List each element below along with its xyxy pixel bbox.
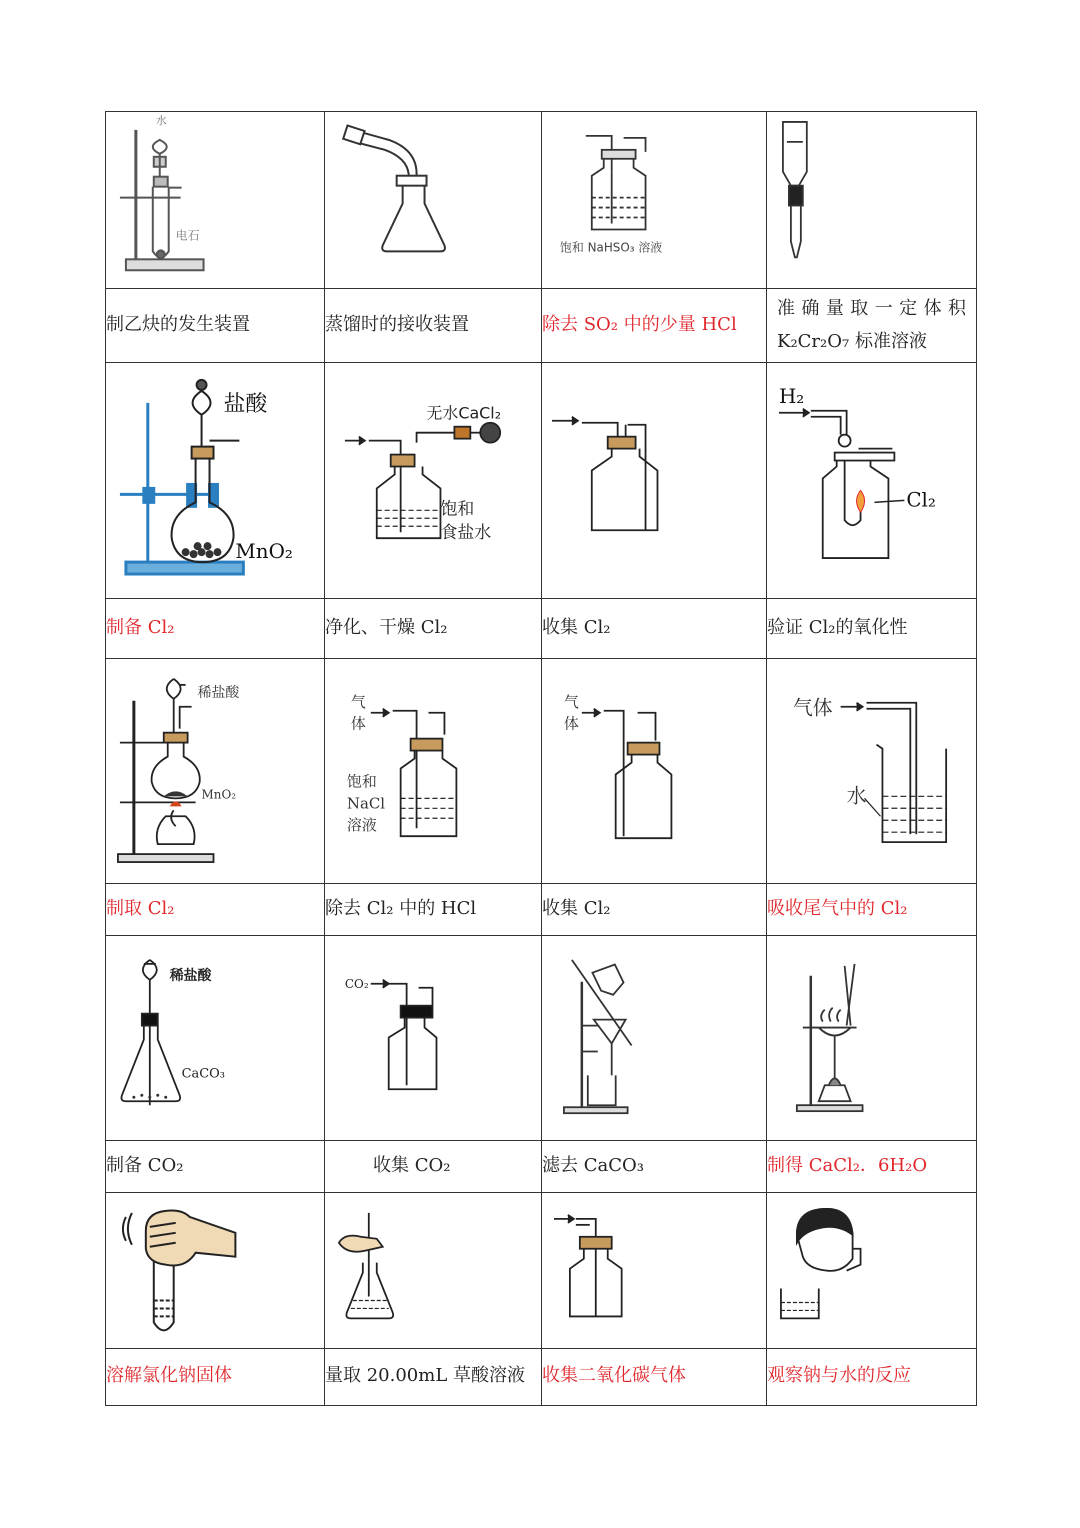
caption-text: 溶解氯化钠固体 bbox=[106, 1365, 232, 1387]
caption-text: 除去 SO₂ 中的少量 HCl bbox=[542, 314, 737, 336]
table-row bbox=[106, 936, 977, 1141]
co2-gas-collection-diagram bbox=[542, 1193, 766, 1347]
image-cl2-heated-preparation bbox=[106, 659, 325, 884]
caption-cell bbox=[106, 599, 325, 659]
caption-cell bbox=[325, 1348, 542, 1405]
image-co2-preparation bbox=[106, 936, 325, 1141]
caption-cell bbox=[325, 599, 542, 659]
caption-cell bbox=[767, 289, 977, 363]
caption-cell bbox=[106, 1348, 325, 1405]
caption-text: 制乙炔的发生装置 bbox=[106, 314, 250, 336]
caption-cell bbox=[767, 884, 977, 936]
caption-cell bbox=[325, 884, 542, 936]
acetylene-generator-diagram bbox=[106, 112, 324, 288]
table-row bbox=[106, 659, 977, 884]
dissolving-nacl-diagram bbox=[106, 1193, 324, 1347]
table-row bbox=[106, 363, 977, 599]
image-cl2-collection-2 bbox=[542, 659, 767, 884]
caption-cell bbox=[767, 1141, 977, 1193]
table-row bbox=[106, 1141, 977, 1193]
label-dilute-hcl: 稀盐酸 bbox=[197, 685, 240, 702]
image-pipette-oxalic-acid bbox=[325, 1193, 542, 1348]
caption-cell bbox=[106, 289, 325, 363]
cl2-preparation-diagram bbox=[106, 363, 324, 598]
caption-text: 除去 Cl₂ 中的 HCl bbox=[325, 898, 477, 920]
image-distillation-receiver bbox=[325, 112, 542, 289]
image-acetylene-generator bbox=[106, 112, 325, 289]
evaporation-diagram bbox=[767, 936, 976, 1140]
label-solution: 溶液 bbox=[346, 816, 377, 835]
label-co2: CO₂ bbox=[344, 976, 369, 991]
image-filtration bbox=[542, 936, 767, 1141]
table-row bbox=[106, 112, 977, 289]
co2-collection-diagram bbox=[325, 936, 541, 1140]
caption-cell bbox=[542, 1141, 767, 1193]
caption-text: 滤去 CaCO₃ bbox=[542, 1155, 644, 1177]
table-row bbox=[106, 289, 977, 363]
caption-text: 制备 Cl₂ bbox=[106, 617, 175, 639]
sodium-water-reaction-diagram bbox=[767, 1193, 976, 1347]
image-co2-gas-collection bbox=[542, 1193, 767, 1348]
co2-preparation-diagram bbox=[106, 936, 324, 1140]
caption-cell bbox=[325, 289, 542, 363]
image-cl2-oxidation bbox=[767, 363, 977, 599]
image-tail-gas-absorption bbox=[767, 659, 977, 884]
caption-text: 制备 CO₂ bbox=[106, 1155, 184, 1177]
label-nahso3-solution: 饱和 NaHSO₃ 溶液 bbox=[559, 240, 663, 255]
caption-text: 收集 Cl₂ bbox=[542, 617, 611, 639]
caption-text: 准确量取一定体积 bbox=[777, 298, 966, 320]
label-calcium-carbide: 电石 bbox=[175, 228, 200, 243]
label-mno2: MnO₂ bbox=[201, 787, 237, 802]
table-row bbox=[106, 1348, 977, 1405]
table-row bbox=[106, 884, 977, 936]
caption-text: 收集二氧化碳气体 bbox=[542, 1365, 686, 1387]
label-water: 水 bbox=[155, 113, 167, 127]
image-cl2-preparation bbox=[106, 363, 325, 599]
label-gas-2: 体 bbox=[350, 714, 366, 733]
image-burette bbox=[767, 112, 977, 289]
caption-text: 观察钠与水的反应 bbox=[767, 1365, 911, 1387]
caption-cell bbox=[767, 1348, 977, 1405]
caption-text: K₂Cr₂O₇ 标准溶液 bbox=[777, 330, 927, 352]
label-gas-1: 气 bbox=[350, 692, 366, 711]
cl2-heated-preparation-diagram bbox=[106, 659, 324, 883]
filtration-diagram bbox=[542, 936, 766, 1140]
caption-text: 量取 20.00mL 草酸溶液 bbox=[325, 1365, 525, 1387]
caption-cell bbox=[767, 599, 977, 659]
label-gas-1: 气 bbox=[563, 692, 579, 711]
image-cl2-collection bbox=[542, 363, 767, 599]
label-dilute-hcl: 稀盐酸 bbox=[169, 968, 212, 985]
hcl-removal-diagram bbox=[325, 659, 541, 883]
nahso3-washer-diagram bbox=[542, 112, 766, 288]
caption-cell bbox=[542, 884, 767, 936]
caption-text: 收集 Cl₂ bbox=[542, 898, 611, 920]
label-gas: 气体 bbox=[792, 696, 833, 720]
label-nacl: NaCl bbox=[346, 794, 386, 813]
label-saturated: 饱和 bbox=[346, 772, 377, 791]
distillation-receiver-diagram bbox=[325, 112, 541, 288]
label-water: 水 bbox=[846, 784, 867, 808]
label-brine: 食盐水 bbox=[440, 522, 492, 543]
label-cl2: Cl₂ bbox=[906, 488, 936, 512]
label-h2: H₂ bbox=[778, 385, 805, 409]
caption-text: 吸收尾气中的 Cl₂ bbox=[767, 898, 908, 920]
label-gas-2: 体 bbox=[563, 714, 579, 733]
image-dissolving-nacl bbox=[106, 1193, 325, 1348]
caption-cell bbox=[106, 1141, 325, 1193]
label-mno2: MnO₂ bbox=[235, 540, 293, 564]
caption-text: 蒸馏时的接收装置 bbox=[325, 314, 469, 336]
caption-cell bbox=[542, 1348, 767, 1405]
image-sodium-water-reaction bbox=[767, 1193, 977, 1348]
caption-cell bbox=[325, 1141, 542, 1193]
cl2-purification-diagram bbox=[325, 363, 541, 598]
caption-cell bbox=[106, 884, 325, 936]
image-co2-collection bbox=[325, 936, 542, 1141]
cl2-oxidation-diagram bbox=[767, 363, 976, 598]
image-evaporation bbox=[767, 936, 977, 1141]
label-caco3: CaCO₃ bbox=[181, 1066, 225, 1082]
cl2-collection-diagram bbox=[542, 363, 766, 598]
caption-text: 收集 CO₂ bbox=[373, 1155, 451, 1177]
label-hydrochloric-acid: 盐酸 bbox=[223, 392, 268, 418]
apparatus-table bbox=[105, 111, 977, 1406]
caption-cell bbox=[542, 599, 767, 659]
table-row bbox=[106, 1193, 977, 1348]
table-row bbox=[106, 599, 977, 659]
label-saturated: 饱和 bbox=[440, 498, 475, 519]
image-cl2-purification bbox=[325, 363, 542, 599]
caption-cell bbox=[542, 289, 767, 363]
caption-text: 制取 Cl₂ bbox=[106, 898, 175, 920]
caption-text: 制得 CaCl₂．6H₂O bbox=[767, 1155, 928, 1177]
tail-gas-absorption-diagram bbox=[767, 659, 976, 883]
image-hcl-removal bbox=[325, 659, 542, 884]
pipette-oxalic-acid-diagram bbox=[325, 1193, 541, 1347]
burette-diagram bbox=[767, 112, 976, 288]
label-anhydrous-cacl2: 无水CaCl₂ bbox=[426, 403, 502, 423]
caption-text: 净化、干燥 Cl₂ bbox=[325, 617, 448, 639]
caption-text: 验证 Cl₂的氧化性 bbox=[767, 617, 908, 639]
image-nahso3-washer bbox=[542, 112, 767, 289]
cl2-collection-2-diagram bbox=[542, 659, 766, 883]
